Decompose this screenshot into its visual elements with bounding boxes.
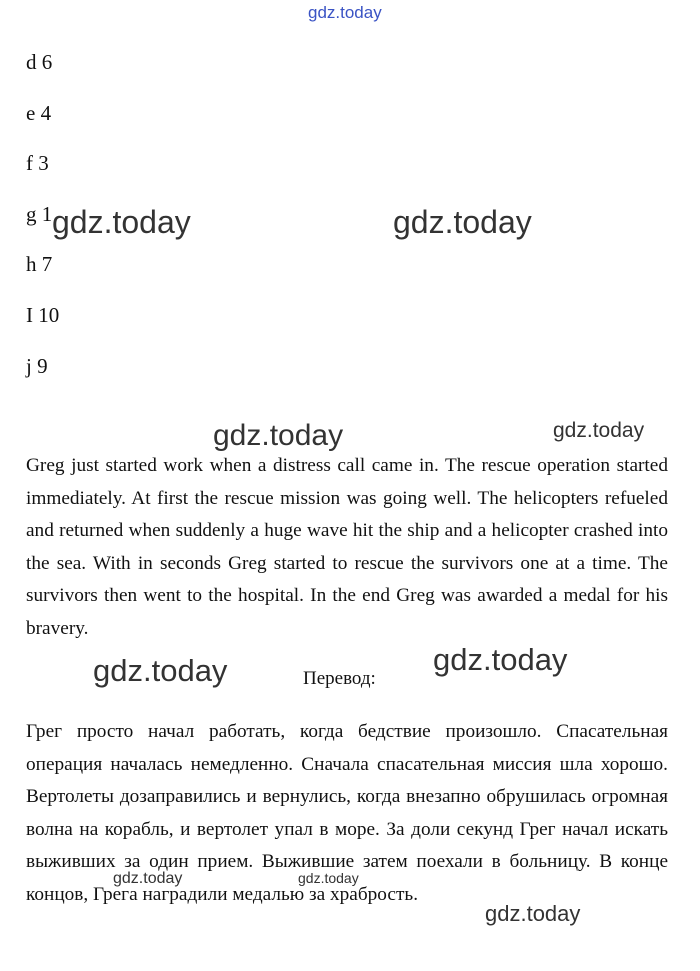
answer-letter: h [26, 252, 37, 276]
watermark: gdz.today [113, 870, 183, 887]
answer-number: 9 [37, 354, 48, 378]
answer-number: 6 [41, 50, 53, 74]
answer-item [26, 103, 51, 124]
story-russian: Грег просто начал работать, когда бедствие произошло. Спасательная операция началась немедленно. Сначала спасательная миссия шла хорошо. Вертолеты дозаправились и вернулись, когда внезапно обрушилась огромная волна на корабль, и вертолет упал в море. За доли секунд Грег начал искать выживших за один прием. Выжившие затем поехали в больницу. В конце концов, Грега наградили медалью за храбрость. [26, 721, 668, 905]
answer-item [26, 254, 52, 275]
answer-item [26, 305, 59, 326]
watermark: gdz.today [485, 901, 581, 926]
answer-number: 1 [41, 202, 53, 226]
watermark: gdz.today [393, 204, 532, 240]
answer-letter: I [26, 303, 33, 327]
watermark: gdz.today [553, 419, 645, 442]
answer-number: 7 [41, 252, 53, 276]
answer-letter: g [26, 202, 37, 226]
answer-letter: j [26, 354, 32, 378]
watermark: gdz.today [433, 642, 568, 677]
answer-number: 3 [38, 151, 49, 175]
answer-letter: f [26, 151, 33, 175]
story-english: Greg just started work when a distress call came in. The rescue operation started immediately. At first the rescue mission was going well. The helicopters refueled and returned when suddenly a huge wave hit the ship and a helicopter crashed into the sea. With in seconds Greg started to rescue the survivors one at a time. The survivors then went to the hospital. In the end Greg was awarded a medal for his bravery. [26, 455, 668, 639]
answer-item [26, 153, 49, 174]
watermark-top: gdz.today [308, 3, 382, 22]
watermark: gdz.today [298, 870, 359, 886]
answer-letter: d [26, 50, 37, 74]
answer-item [26, 204, 52, 225]
answer-number: 4 [40, 101, 52, 125]
watermark: gdz.today [93, 653, 228, 688]
answer-item [26, 52, 52, 73]
watermark: gdz.today [213, 419, 344, 452]
answer-letter: e [26, 101, 36, 125]
translation-heading: Перевод: [303, 668, 376, 689]
watermark: gdz.today [52, 204, 191, 240]
answer-number: 10 [38, 303, 60, 327]
answer-item [26, 356, 48, 377]
